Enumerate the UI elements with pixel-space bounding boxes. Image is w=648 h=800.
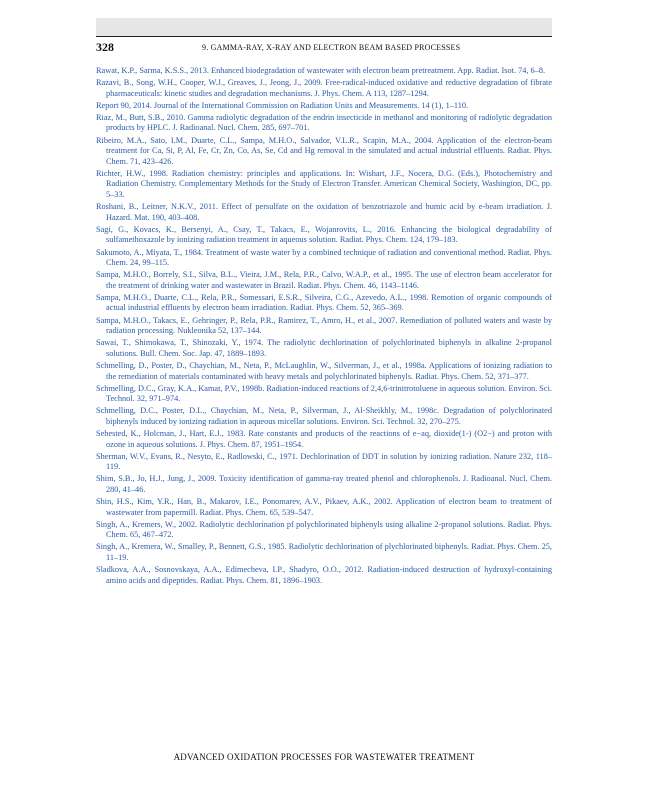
footer-book-title: ADVANCED OXIDATION PROCESSES FOR WASTEWATER TREATMENT xyxy=(173,752,475,762)
reference-item: Shim, S.B., Jo, H.J., Jung, J., 2009. Toxicity identification of gamma-ray treated phenol and chlorophenols. J. Radioanal. Nucl. Chem. 280, 41–46. xyxy=(96,474,552,494)
reference-item: Sampa, M.H.O., Duarte, C.L., Rela, P.R., Somessari, E.S.R., Silveira, C.G., Azevedo, A.L., 1998. Remotion of organic compounds of actual industrial effluents by electron beam irradiation. Radiat. Phys. Chem. 52, 365–369. xyxy=(96,292,552,313)
reference-list xyxy=(96,66,552,588)
reference-item: Sagi, G., Kovacs, K., Bersenyi, A., Csay, T., Takacs, E., Wojanrovits, L., 2016. Enhancing the biological degradability of sulfamethoxazole by ionizing radiation treatment in aqueous solution. Radiat. Phys. Chem. 124, 179–183. xyxy=(96,224,552,245)
reference-item: Sampa, M.H.O., Borrely, S.I., Silva, B.L., Vieira, J.M., Rela, P.R., Calvo, W.A.P., et al., 1995. The use of electron beam accelerator for the treatment of drinking water and wastewater in Brazil. Radiat. Phys. Chem. 46, 1143–1146. xyxy=(96,270,552,290)
reference-item: Sehested, K., Holcman, J., Hart, E.J., 1983. Rate constants and products of the reactions of e−aq, dioxide(1-) (O2−) and proton with ozone in aqueous solutions. J. Phys. Chem. 87, 1951–1954. xyxy=(96,429,552,449)
reference-item: Sampa, M.H.O., Takacs, E., Gehringer, P., Rela, P.R., Ramirez, T., Amro, H., et al., 2007. Remediation of polluted waters and waste by radiation processing. Nukleonika 52, 137–144. xyxy=(96,315,552,336)
reference-item: Singh, A., Kremers, W., 2002. Radiolytic dechlorination pf polychlorinated biphenyls using alkaline 2-propanol solutions. Radiat. Phys. Chem. 65, 467–472. xyxy=(96,519,552,540)
reference-item: Riaz, M., Butt, S.B., 2010. Gamma radiolytic degradation of the endrin insecticide in methanol and monitoring of radiolytic degradation products by HPLC. J. Radioanal. Nucl. Chem. 285, 697–701. xyxy=(96,112,552,133)
reference-item: Schmelling, D.C., Poster, D.L., Chaychian, M., Neta, P., Silverman, J., Al-Sheikhly, M., 1998c. Degradation of polychlorinated biphenyls induced by ionizing radiation in aqueous micellar solutions. Environ. Sci. Technol. 32, 270–275. xyxy=(96,406,552,426)
reference-item: Schmelling, D., Poster, D., Chaychian, M., Neta, P., McLaughlin, W., Silverman, J., et al., 1998a. Applications of ionizing radiation to the remediation of materials contaminated with heavy metals and polychlorinated biphenyls. Radiat. Phys. Chem. 52, 371–377. xyxy=(96,360,552,381)
reference-item: Sawai, T., Shimokawa, T., Shinozaki, Y., 1974. The radiolytic dechlorination of polychlorinated biphenyls in alkaline 2-propanol solutions. Bull. Chem. Soc. Jap. 47, 1889–1893. xyxy=(96,338,552,358)
reference-item: Ribeiro, M.A., Sato, I.M., Duarte, C.L., Sampa, M.H.O., Salvador, V.L.R., Scapin, M.A., 2004. Application of the electron-beam treatment for Ca, Si, P, Al, Fe, Cr, Zn, Co, As, Se, Cd and Hg removal in the simulated and actual industrial effluents. Radiat. Phys. Chem. 71, 423–426. xyxy=(96,135,552,166)
reference-item: Schmelling, D.C., Gray, K.A., Kamat, P.V., 1998b. Radiation-induced reactions of 2,4,6-trinitrotoluene in aqueous solution. Environ. Sci. Technol. 32, 971–974. xyxy=(96,383,552,404)
reference-item: Razavi, B., Song, W.H., Cooper, W.J., Greaves, J., Jeong, J., 2009. Free-radical-induced oxidative and reductive degradation of fibrate pharmaceuticals: kinetic studies and degradation mechanisms. J. Phys. Chem. A 113, 1287–1294. xyxy=(96,78,552,98)
reference-item: Sherman, W.V., Evans, R., Nesyto, E., Radlowski, C., 1971. Dechlorination of DDT in solution by ionizing radiation. Nature 232, 118–119. xyxy=(96,451,552,472)
reference-item: Sladkova, A.A., Sosnovskaya, A.A., Edimecheva, I.P., Shadyro, O.O., 2012. Radiation-induced destruction of hydroxyl-containing amino acids and dipeptides. Radiat. Phys. Chem. 81, 1896–1903. xyxy=(96,565,552,585)
page-number: 328 xyxy=(96,40,114,54)
reference-item: Shin, H.S., Kim, Y.R., Han, B., Makarov, I.E., Ponomarev, A.V., Pikaev, A.K., 2002. Application of electron beam to treatment of wastewater from papermill. Radiat. Phys. Chem. 65, 539–547. xyxy=(96,497,552,517)
reference-item: Sakumoto, A., Miyata, T., 1984. Treatment of waste water by a combined technique of radiation and conventional method. Radiat. Phys. Chem. 24, 99–115. xyxy=(96,247,552,268)
reference-item: Report 90, 2014. Journal of the International Commission on Radiation Units and Measurements. 14 (1), 1–110. xyxy=(96,100,469,110)
running-head: 9. GAMMA-RAY, X-RAY AND ELECTRON BEAM BASED PROCESSES xyxy=(202,43,461,52)
header-band xyxy=(96,18,552,36)
reference-item: Singh, A., Kremera, W., Smalley, P., Bennett, G.S., 1985. Radiolytic dechlorination of plychlorinated biphenyls. Radiat. Phys. Chem. 25, 11–19. xyxy=(96,542,552,563)
reference-item: Rawat, K.P., Sarma, K.S.S., 2013. Enhanced biodegradation of wastewater with electron beam pretreatment. App. Radiat. Isot. 74, 6–8. xyxy=(96,66,546,75)
reference-item: Roshani, B., Leitner, N.K.V., 2011. Effect of persulfate on the oxidation of benzotriazole and humic acid by e-beam irradiation. J. Hazard. Mat. 190, 403–408. xyxy=(96,202,552,222)
reference-item: Richter, H.W., 1998. Radiation chemistry: principles and applications. In: Wishart, J.F., Nocera, D.G. (Eds.), Photochemistry and Radiation Chemistry. Complementary Methods for the Study of Electron Transfer. American Chemical Society, Washington, DC, pp. 5–33. xyxy=(96,168,552,200)
header-rule xyxy=(96,36,552,37)
